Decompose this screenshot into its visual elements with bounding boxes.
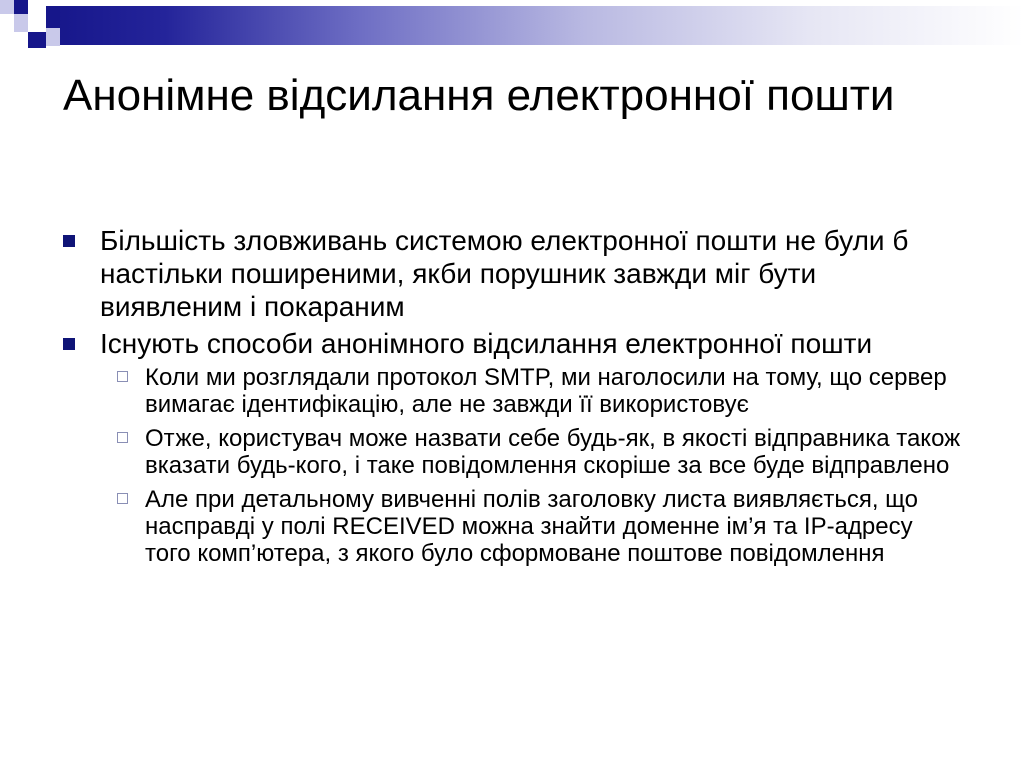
filled-square-bullet-icon bbox=[63, 338, 75, 350]
sub-bullet-item bbox=[100, 364, 963, 418]
hollow-square-bullet-icon bbox=[117, 493, 128, 504]
sub-bullet-text: Але при детальному вивченні полів заголовку листа виявляється, що насправді у полі RECEIVED можна знайти доменне ім’я та IP-адресу того комп’ютера, з якого було сформоване поштове повідомлення bbox=[145, 486, 918, 567]
sub-bullet-text: Коли ми розглядали протокол SMTP, ми наголосили на тому, що сервер вимагає ідентифікацію, але не завжди її використовує bbox=[145, 364, 947, 418]
bullet-item bbox=[63, 327, 963, 567]
sub-bullet-item bbox=[100, 425, 963, 479]
bullet-text: Більшість зловживань системою електронної пошти не були б настільки поширеними, якби порушник завжди міг бути виявленим і покараним bbox=[100, 225, 909, 322]
slide-title: Анонімне відсилання електронної пошти bbox=[63, 71, 895, 120]
bullet-list bbox=[63, 224, 963, 574]
sub-bullet-list bbox=[100, 364, 963, 567]
bullet-text: Існують способи анонімного відсилання електронної пошти bbox=[100, 328, 873, 359]
bullet-item bbox=[63, 224, 963, 323]
hollow-square-bullet-icon bbox=[117, 432, 128, 443]
sub-bullet-text: Отже, користувач може назвати себе будь-як, в якості відправника також вказати будь-кого, і таке повідомлення скоріше за все буде відправлено bbox=[145, 425, 961, 479]
filled-square-bullet-icon bbox=[63, 235, 75, 247]
hollow-square-bullet-icon bbox=[117, 371, 128, 382]
corner-squares-decoration bbox=[0, 0, 80, 62]
sub-bullet-item bbox=[100, 486, 963, 567]
header-gradient-bar bbox=[48, 6, 1024, 45]
